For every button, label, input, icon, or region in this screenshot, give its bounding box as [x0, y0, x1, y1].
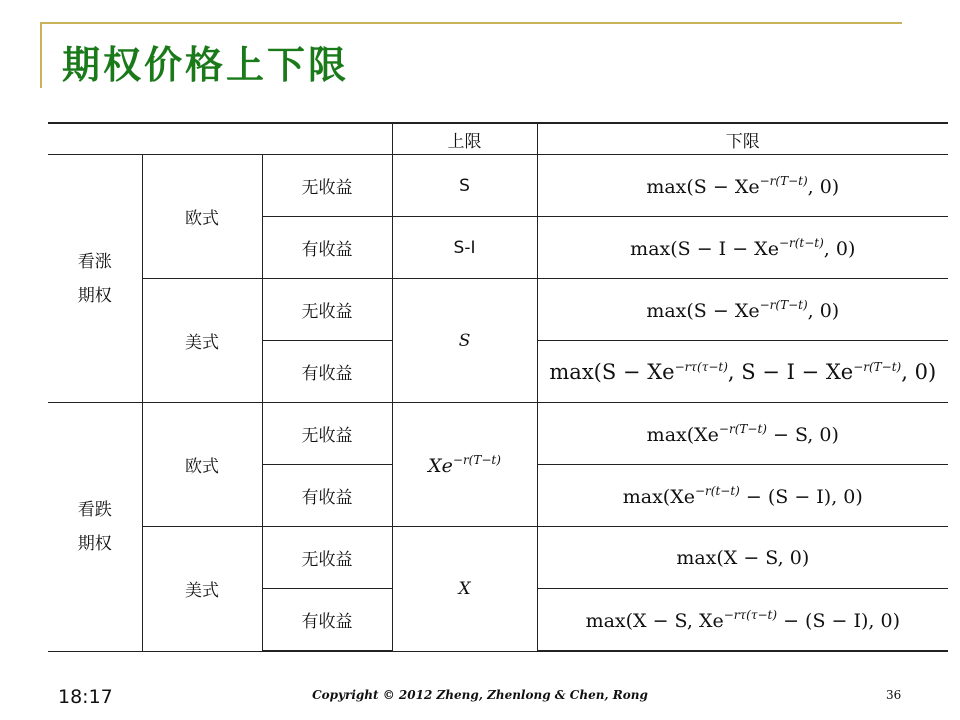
lower-call-eu-no: $\max(S - Xe^{-r(T-t)}$, 0) [537, 155, 948, 217]
page-number: 36 [886, 688, 902, 702]
put-american-label: 美式 [142, 527, 262, 652]
no-income-label: 无收益 [262, 279, 392, 341]
header-upper: 上限 [392, 123, 537, 155]
upper-put-eu: $Xe^{-r(T-t)}$ [392, 403, 537, 527]
table-row [48, 155, 948, 217]
with-income-label: 有收益 [262, 341, 392, 403]
put-european-label: 欧式 [142, 403, 262, 527]
upper-call-eu-inc: S-I [392, 217, 537, 279]
call-european-label: 欧式 [142, 155, 262, 279]
lower-call-eu-inc: $\max(S - I - Xe^{-r(t-t)}$, 0) [537, 217, 948, 279]
slide-title: 期权价格上下限 [62, 43, 350, 87]
option-bounds-table [48, 122, 948, 652]
header-lower: 下限 [537, 123, 948, 155]
with-income-label: 有收益 [262, 589, 392, 652]
call-option-label: 看涨 期权 [48, 155, 142, 403]
lower-call-am-no: $\max(S - Xe^{-r(T-t)}$, 0) [537, 279, 948, 341]
no-income-label: 无收益 [262, 403, 392, 465]
call-american-label: 美式 [142, 279, 262, 403]
with-income-label: 有收益 [262, 465, 392, 527]
lower-put-eu-no: $\max(Xe^{-r(T-t)} - S$, 0) [537, 403, 948, 465]
put-option-label: 看跌 期权 [48, 403, 142, 652]
table-row [48, 527, 948, 589]
with-income-label: 有收益 [262, 217, 392, 279]
copyright-text: Copyright © 2012 Zheng, Zhenlong & Chen, Rong [312, 688, 648, 702]
no-income-label: 无收益 [262, 155, 392, 217]
lower-call-am-inc: $\max(S - Xe^{-r\tau(\tau-t)}$, $S - I - Xe^{-r(T-t)}$, 0) [537, 341, 948, 403]
top-decor-line [40, 22, 902, 24]
lower-put-am-inc: max(X − S, $Xe^{-r\tau(\tau-t)} - (S - I)$, 0) [537, 589, 948, 652]
no-income-label: 无收益 [262, 527, 392, 589]
header-blank [48, 123, 392, 155]
lower-put-eu-inc: $\max(Xe^{-r(t-t)} - (S - I)$, 0) [537, 465, 948, 527]
left-decor-line [40, 22, 42, 88]
table-header-row [48, 123, 948, 155]
table-row [48, 403, 948, 465]
slide-time: 18:17 [58, 686, 113, 708]
table-row [48, 279, 948, 341]
upper-put-am: X [392, 527, 537, 652]
upper-call-eu-no: S [392, 155, 537, 217]
lower-put-am-no: max(X − S, 0) [537, 527, 948, 589]
upper-call-am: S [392, 279, 537, 403]
